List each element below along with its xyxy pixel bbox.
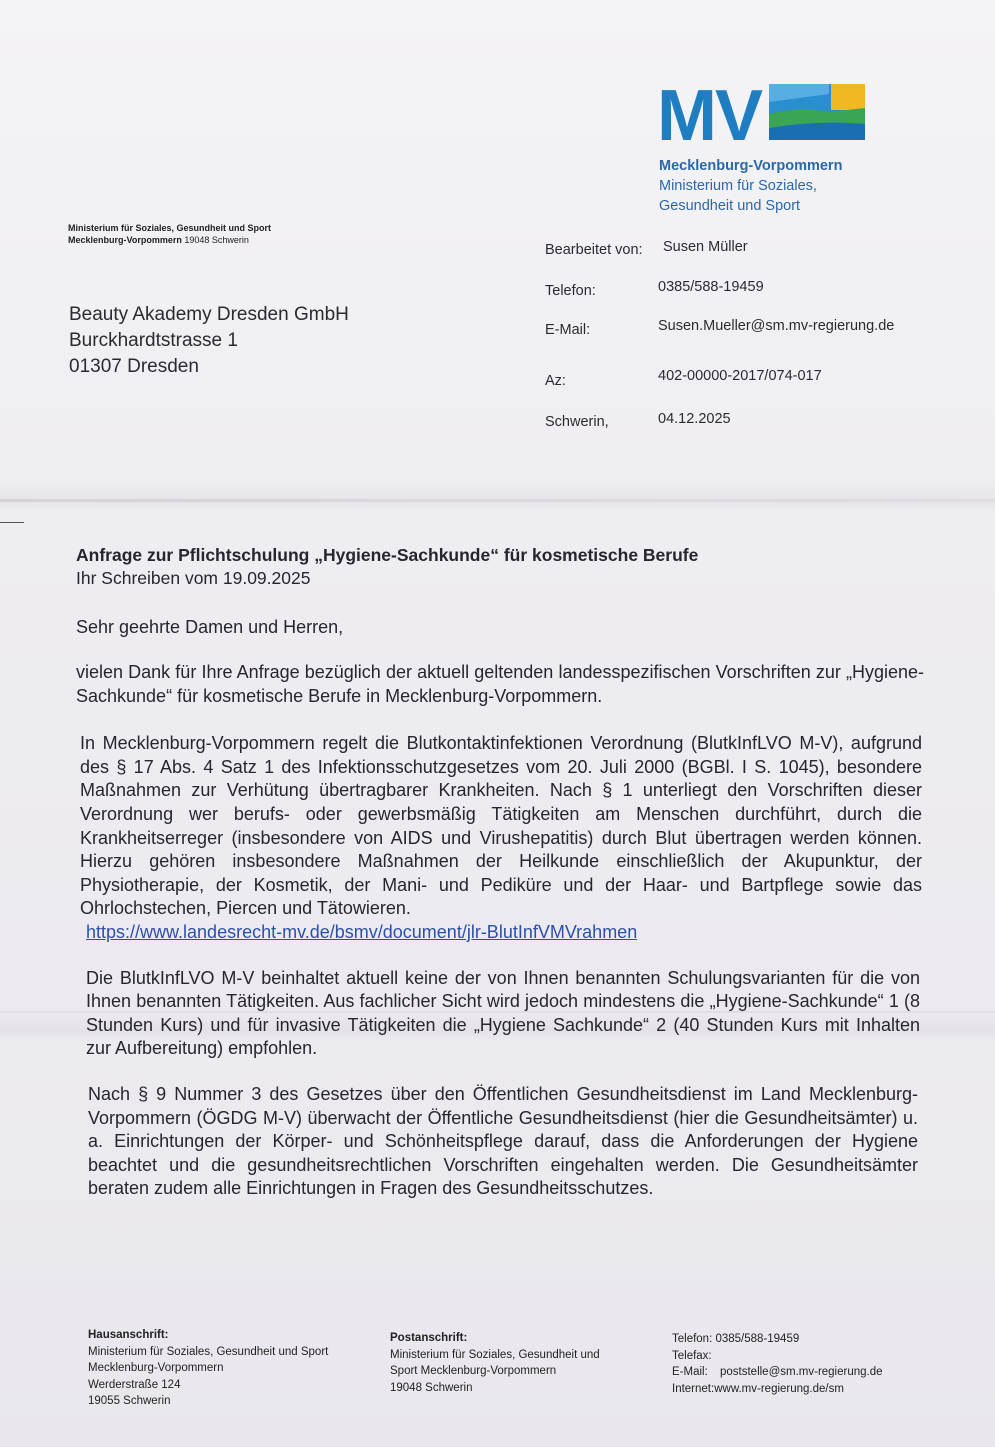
- return-address: [68, 222, 271, 246]
- logo-text: [659, 156, 842, 216]
- letter-salutation: Sehr geehrte Damen und Herren,: [76, 617, 344, 637]
- house-address-label: Hausanschrift:: [88, 1329, 169, 1341]
- phone-value: 0385/588-19459: [658, 279, 764, 295]
- letter-subject: Anfrage zur Pflichtschulung „Hygiene-Sachkunde“ für kosmetische Berufe: [76, 545, 699, 565]
- footer-web-value[interactable]: www.mv-regierung.de/sm: [714, 1382, 844, 1395]
- paragraph-3: Die BlutkInfLVO M-V beinhaltet aktuell keine der von Ihnen benannten Schulungsvarianten für die von Ihnen benannten Tätigkeiten. Aus fachlicher Sicht wird jedoch mindestens die „Hygiene-Sachkunde“ 1 (8 Stunden Kurs) und für invasive Tätigkeiten die „Hygiene Sachkunde“ 2 (40 Stunden Kurs mit Inhalten zur Aufbereitung) empfohlen.: [86, 967, 920, 1059]
- logo-line-ministry: Ministerium für Soziales,: [659, 178, 817, 194]
- footer-email-row: [672, 1364, 883, 1381]
- ministry-logo: [657, 76, 877, 220]
- ref-label: Az:: [545, 373, 566, 389]
- recipient-name: Beauty Akademy Dresden GmbH: [69, 304, 349, 325]
- regulation-link[interactable]: https://www.landesrecht-mv.de/bsmv/document/jlr-BlutInfVMVrahmen: [86, 921, 638, 942]
- footer-web-row: [672, 1381, 883, 1398]
- logo-line-state: Mecklenburg-Vorpommern: [659, 158, 843, 174]
- logo-mark: MV: [657, 76, 761, 156]
- postal-address-label: Postanschrift:: [390, 1332, 468, 1344]
- paragraph-2-block: [80, 732, 922, 944]
- processed-by-value: Susen Müller: [663, 239, 748, 255]
- postal-address-line3: 19048 Schwerin: [390, 1381, 473, 1394]
- recipient-city: 01307 Dresden: [69, 356, 199, 377]
- house-address-line2: Mecklenburg-Vorpommern: [88, 1362, 224, 1374]
- footer-house-address: [88, 1327, 328, 1410]
- logo-line-department: Gesundheit und Sport: [659, 198, 801, 214]
- footer-email-value[interactable]: poststelle@sm.mv-regierung.de: [720, 1366, 883, 1378]
- email-label: E-Mail:: [545, 322, 591, 338]
- email-value: Susen.Mueller@sm.mv-regierung.de: [658, 318, 895, 334]
- paper-fold: [0, 499, 995, 502]
- paragraph-1: vielen Dank für Ihre Anfrage bezüglich der aktuell geltenden landesspezifischen Vorschriften zur „Hygiene-Sachkunde“ für kosmetische Berufe in Mecklenburg-Vorpommern.: [76, 662, 924, 706]
- letter-reference: Ihr Schreiben vom 19.09.2025: [76, 568, 311, 588]
- house-address-line1: Ministerium für Soziales, Gesundheit und Sport: [88, 1345, 329, 1358]
- house-address-line4: 19055 Schwerin: [88, 1395, 171, 1407]
- return-address-line2: [68, 234, 271, 246]
- footer-contact: [672, 1331, 883, 1397]
- footer-fax: Telefax:: [672, 1349, 712, 1362]
- postal-address-line2: Sport Mecklenburg-Vorpommern: [390, 1365, 557, 1377]
- recipient-street: Burckhardtstrasse 1: [69, 330, 238, 351]
- processed-by-label: Bearbeitet von:: [545, 242, 643, 258]
- paragraph-4: Nach § 9 Nummer 3 des Gesetzes über den Öffentlichen Gesundheitsdienst im Land Mecklenburg-Vorpommern (ÖGDG M-V) überwacht der Öffentliche Gesundheitsdienst (hier die Gesundheitsämter) u. a. Einrichtungen der Körper- und Schönheitspflege darauf, dass die Anforderungen der Hygiene beachtet und die gesundheitsrechtlichen Vorschriften eingehalten werden. Die Gesundheitsämter beraten zudem alle Einrichtungen in Fragen des Gesundheitsschutzes.: [88, 1083, 918, 1199]
- house-address-line3: Werderstraße 124: [88, 1378, 181, 1391]
- fold-mark-line: [0, 522, 24, 523]
- footer-phone: Telefon: 0385/588-19459: [672, 1333, 800, 1345]
- postal-address-line1: Ministerium für Soziales, Gesundheit und: [390, 1348, 600, 1361]
- ref-value: 402-00000-2017/074-017: [658, 368, 822, 384]
- paragraph-2: In Mecklenburg-Vorpommern regelt die Blutkontaktinfektionen Verordnung (BlutkInfLVO M-V), aufgrund des § 17 Abs. 4 Satz 1 des Infektionsschutzgesetzes vom 20. Juli 2000 (BGBl. I S. 1045), besondere Maßnahmen zur Verhütung übertragbarer Krankheiten. Nach § 1 unterliegt den Vorschriften dieser Verordnung wer berufs- oder gewerbsmäßig Tätigkeiten am Menschen durchführt, durch die Krankheitserreger (insbesondere von AIDS und Virushepatitis) durch Blut übertragen werden können. Hierzu gehören insbesondere Maßnahmen der Heilkunde einschließlich der Akupunktur, der Physiotherapie, der Kosmetik, der Mani- und Pediküre und der Haar- und Bartpflege sowie das Ohrlochstechen, Piercen und Tätowieren.: [80, 733, 922, 919]
- return-address-city: 19048 Schwerin: [181, 235, 249, 245]
- flag-icon: [769, 84, 865, 140]
- return-address-line1: Ministerium für Soziales, Gesundheit und Sport: [68, 223, 272, 233]
- footer-postal-address: [390, 1330, 600, 1396]
- recipient-address: [69, 302, 349, 380]
- footer-email-label: E-Mail:: [672, 1366, 708, 1378]
- place-label: Schwerin,: [545, 414, 609, 430]
- footer-web-label: Internet:: [672, 1382, 715, 1395]
- date-value: 04.12.2025: [658, 411, 731, 427]
- return-address-state: Mecklenburg-Vorpommern: [68, 235, 182, 245]
- letter-body: [76, 543, 924, 1225]
- phone-label: Telefon:: [545, 283, 596, 299]
